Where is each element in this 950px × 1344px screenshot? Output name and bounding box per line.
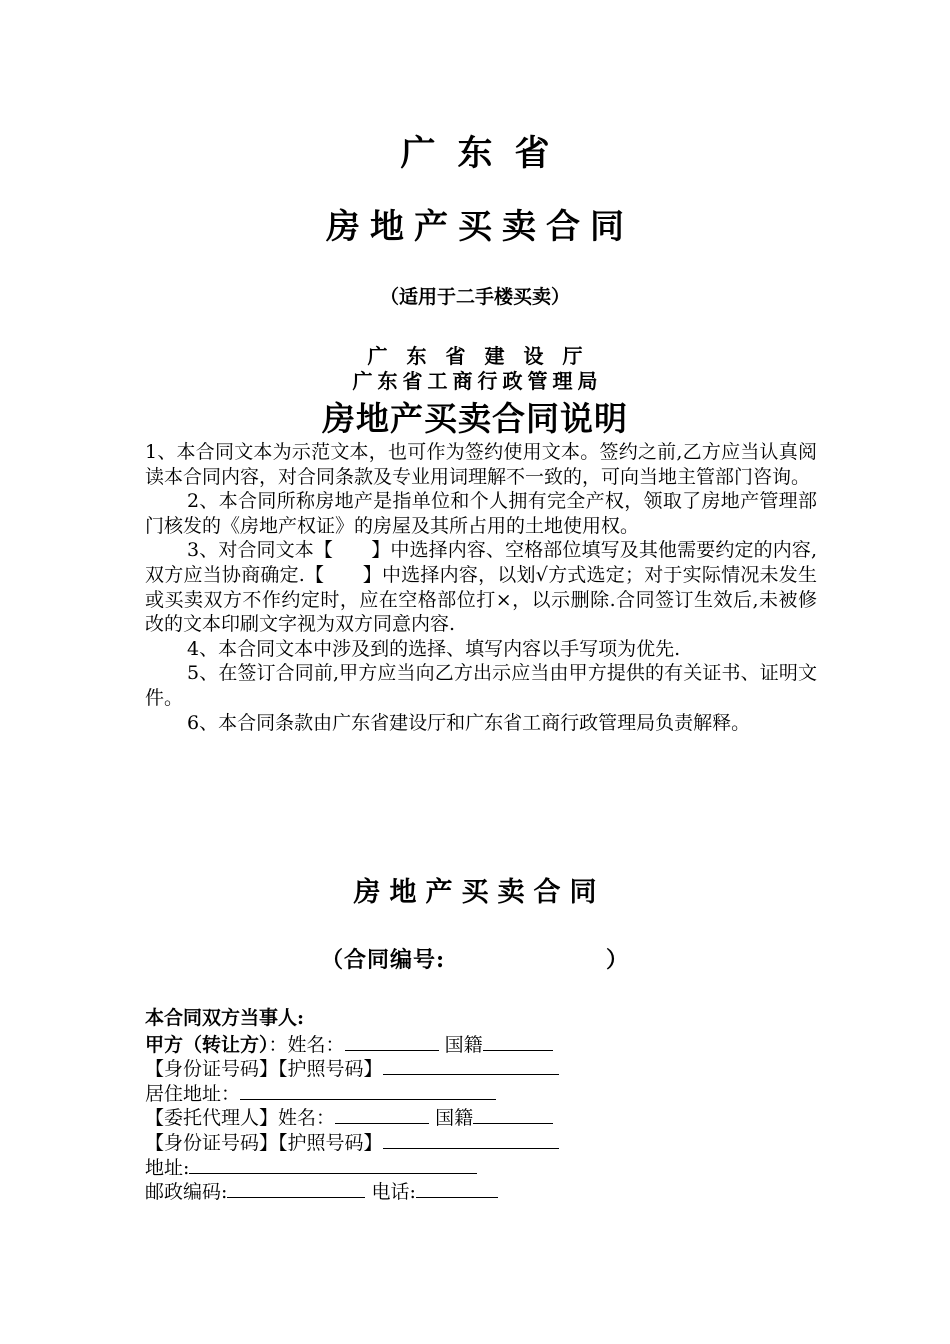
notes-title: 房地产买卖合同说明	[322, 399, 628, 438]
note-paragraph: 1、本合同文本为示范文本，也可作为签约使用文本。签约之前,乙方应当认真阅读本合同内容，对合同条款及专业用词理解不一致的，可向当地主管部门咨询。	[145, 441, 817, 488]
agent-id-blank[interactable]	[383, 1129, 559, 1149]
nationality-label: 国籍	[444, 1033, 483, 1056]
postcode-phone-row	[145, 1178, 805, 1203]
issuer-commerce-bureau: 广东省工商行政管理局	[352, 369, 603, 393]
party-a-residence-row	[145, 1080, 805, 1105]
contract-title: 房地产买卖合同	[353, 877, 606, 908]
agent-name-row	[145, 1104, 805, 1129]
residence-label: 居住地址：	[145, 1082, 241, 1105]
document-subtitle: （适用于二手楼买卖）	[379, 286, 570, 308]
agent-id-row	[145, 1129, 805, 1154]
agent-id-label: 【身份证号码】【护照号码】	[145, 1131, 383, 1154]
agent-name-label: 【委托代理人】姓名：	[145, 1107, 336, 1130]
province-heading: 广东省	[400, 133, 572, 174]
issuer-construction-dept: 广东省建设厅	[367, 344, 602, 368]
id-blank[interactable]	[383, 1055, 559, 1075]
note-paragraph: 5、在签订合同前,甲方应当向乙方出示应当由甲方提供的有关证书、证明文件。	[145, 662, 817, 709]
nationality-blank[interactable]	[483, 1031, 553, 1051]
note-paragraph: 4、本合同文本中涉及到的选择、填写内容以手写项为优先.	[187, 637, 681, 660]
note-paragraph: 2、本合同所称房地产是指单位和个人拥有完全产权，领取了房地产管理部门核发的《房地产权证》的房屋及其所占用的土地使用权。	[145, 490, 817, 537]
note-paragraph: 6、本合同条款由广东省建设厅和广东省工商行政管理局负责解释。	[187, 711, 751, 734]
party-a-name-row	[145, 1031, 805, 1056]
postcode-blank[interactable]	[227, 1178, 365, 1198]
agent-nationality-blank[interactable]	[473, 1104, 553, 1124]
id-label: 【身份证号码】【护照号码】	[145, 1058, 383, 1081]
address-label: 地址:	[145, 1156, 190, 1179]
name-label: ：姓名：	[268, 1033, 345, 1056]
address-row	[145, 1154, 805, 1179]
notes-section	[145, 440, 817, 735]
agent-name-blank[interactable]	[335, 1104, 429, 1124]
party-a-id-row	[145, 1055, 805, 1080]
address-blank[interactable]	[189, 1154, 477, 1174]
residence-blank[interactable]	[240, 1080, 496, 1100]
document-title: 房地产买卖合同	[326, 207, 634, 247]
parties-section	[145, 1006, 805, 1203]
agent-nationality-label: 国籍	[435, 1107, 474, 1130]
postcode-label: 邮政编码:	[145, 1181, 228, 1204]
contract-number: （合同编号: ）	[320, 947, 630, 973]
note-paragraph: 3、对合同文本【 】中选择内容、空格部位填写及其他需要约定的内容,双方应当协商确定.【 】中选择内容，以划√方式选定；对于实际情况未发生或买卖双方不作约定时，应在空格部位打×，以示删除.合同签订生效后,未被修改的文本印刷文字视为双方同意内容.	[145, 539, 817, 636]
phone-label: 电话:	[371, 1181, 416, 1204]
parties-heading: 本合同双方当事人:	[145, 1007, 305, 1029]
phone-blank[interactable]	[416, 1178, 498, 1198]
party-a-label: 甲方（转让方）	[145, 1033, 269, 1056]
name-blank[interactable]	[345, 1031, 439, 1051]
